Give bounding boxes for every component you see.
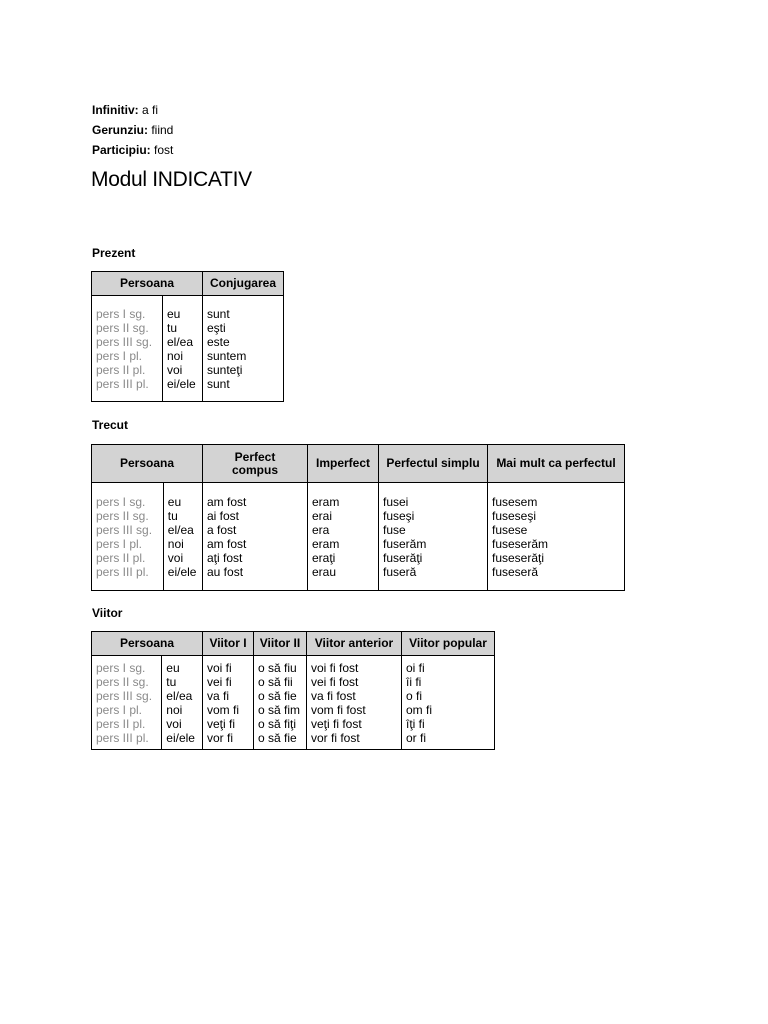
perfectul-simplu-cell: fusei fuseşi fuse fuserăm fuserăţi fuseră [379, 483, 488, 591]
header-perfect-compus: Perfect compus [203, 445, 308, 483]
table-trecut [91, 444, 625, 591]
gerund-line: Gerunziu: fiind [92, 123, 174, 137]
header-persoana: Persoana [92, 445, 203, 483]
persons-cell: pers I sg. pers II sg. pers III sg. pers I pl. pers II pl. pers III pl. [92, 483, 164, 591]
header-viitor-ii: Viitor II [254, 632, 307, 656]
viitor-ii-cell: o să fiu o să fii o să fie o să fim o să fiţi o să fie [254, 656, 307, 750]
forms-cell: sunt eşti este suntem sunteţi sunt [203, 296, 284, 402]
persons-cell: pers I sg. pers II sg. pers III sg. pers I pl. pers II pl. pers III pl. [92, 296, 163, 402]
header-viitor-anterior: Viitor anterior [307, 632, 402, 656]
perfect-compus-cell: am fost ai fost a fost am fost aţi fost au fost [203, 483, 308, 591]
header-viitor-i: Viitor I [203, 632, 254, 656]
table-viitor [91, 631, 495, 750]
infinitive-line: Infinitiv: a fi [92, 103, 159, 117]
section-title-trecut: Trecut [92, 418, 129, 432]
header-viitor-popular: Viitor popular [402, 632, 495, 656]
pronouns-cell: eu tu el/ea noi voi ei/ele [163, 296, 203, 402]
section-title-viitor: Viitor [92, 606, 123, 620]
header-persoana: Persoana [92, 272, 203, 296]
header-perfectul-simplu: Perfectul simplu [379, 445, 488, 483]
header-mai-mult-ca-perfectul: Mai mult ca perfectul [488, 445, 625, 483]
participle-line: Participiu: fost [92, 143, 174, 157]
verb-forms [92, 100, 173, 160]
mode-title: Modul INDICATIV [91, 168, 252, 191]
header-persoana: Persoana [92, 632, 203, 656]
viitor-popular-cell: oi fi îi fi o fi om fi îţi fi or fi [402, 656, 495, 750]
header-imperfect: Imperfect [308, 445, 379, 483]
viitor-i-cell: voi fi vei fi va fi vom fi veţi fi vor fi [203, 656, 254, 750]
imperfect-cell: eram erai era eram eraţi erau [308, 483, 379, 591]
pronouns-cell: eu tu el/ea noi voi ei/ele [162, 656, 203, 750]
table-prezent [91, 271, 284, 402]
pronouns-cell: eu tu el/ea noi voi ei/ele [163, 483, 202, 591]
mai-mult-ca-perfectul-cell: fusesem fuseseşi fusese fuseserăm fuseserăţi fuseseră [488, 483, 625, 591]
section-title-prezent: Prezent [92, 246, 136, 260]
viitor-anterior-cell: voi fi fost vei fi fost va fi fost vom fi fost veţi fi fost vor fi fost [307, 656, 402, 750]
header-conjugarea: Conjugarea [203, 272, 284, 296]
persons-cell: pers I sg. pers II sg. pers III sg. pers I pl. pers II pl. pers III pl. [92, 656, 162, 750]
